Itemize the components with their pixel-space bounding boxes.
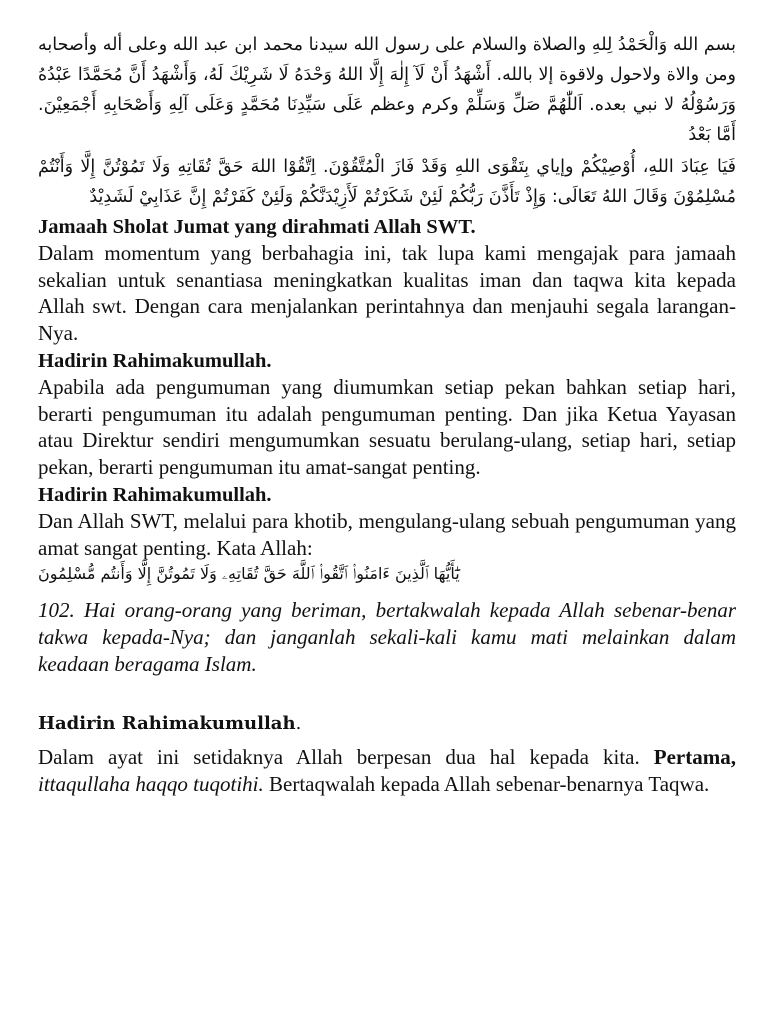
paragraph-momentum: Dalam momentum yang berbahagia ini, tak lupa kami mengajak para jamaah sekalian untuk senantiasa meningkatkan kualitas iman dan taqwa kita kepada Allah swt. Dengan cara menjalankan perintahnya dan menjauhi segala larangan-Nya. <box>38 241 736 345</box>
section-heading-hadirin-2: Hadirin Rahimakumullah. <box>38 484 272 506</box>
paragraph-kata-allah: Dan Allah SWT, melalui para khotib, mengulang-ulang sebuah pengumuman yang amat sangat penting. Kata Allah: <box>38 509 736 560</box>
spacer <box>38 678 736 712</box>
heading-dot: . <box>295 713 302 734</box>
pertama-rest: Bertaqwalah kepada Allah sebenar-benarnya Taqwa. <box>263 771 710 796</box>
pertama-italic: ittaqullaha haqqo tuqotihi. <box>38 771 264 796</box>
paragraph-pengumuman: Apabila ada pengumuman yang diumumkan setiap pekan bahkan setiap hari, berarti pengumuman itu adalah pengumuman penting. Dan jika Ketua Yayasan atau Direktur sendiri mengumumkan sesuatu berulang-ulang, setiap hari, setiap pekan, berarti pengumuman itu amat-sangat penting. <box>38 375 736 479</box>
section-heading-jamaah: Jamaah Sholat Jumat yang dirahmati Allah SWT. <box>38 216 476 238</box>
quran-verse-arabic: يَٰٓأَيُّهَا ٱلَّذِينَ ءَامَنُوا۟ ٱتَّقُوا۟ ٱللَّهَ حَقَّ تُقَاتِهِۦ وَلَا تَمُوتُنَّ إِلَّا وَأَنتُم مُّسْلِمُونَ <box>38 564 460 583</box>
document-page <box>38 30 736 1024</box>
section-heading-hadirin-1: Hadirin Rahimakumullah. <box>38 350 272 372</box>
paragraph-pesan <box>38 744 736 797</box>
opening-arabic-exhortation: فَيَا عِبَادَ اللهِ، أُوْصِيْكُمْ وإياي بِتَقْوَى اللهِ وَقَدْ فَازَ الْمُتَّقُوْنَ. اِتَّقُوْا اللهَ حَقَّ تُقَاتِهِ وَلَا تَمُوْتُنَّ إِلَّا وَأَنْتُمْ مُسْلِمُوْنَ وَقَالَ اللهُ تَعَالَى: وَإِذْ تَأَذَّنَ رَبُّكُمْ لَئِنْ شَكَرْتُمْ لَأَزِيْدَنَّكُمْ وَلَئِنْ كَفَرْتُمْ إِنَّ عَذَابِيْ لَشَدِيْدٌ <box>38 157 736 207</box>
section-heading-hadirin-3 <box>38 712 736 736</box>
verse-translation: 102. Hai orang-orang yang beriman, bertakwalah kepada Allah sebenar-benar takwa kepada-Nya; dan janganlah sekali-kali kamu mati melainkan dalam keadaan beragama Islam. <box>38 598 736 676</box>
pertama-label: Pertama, <box>653 745 736 769</box>
opening-arabic-praise: بسم الله وَالْحَمْدُ لِلهِ والصلاة والسلام على رسول الله سيدنا محمد ابن عبد الله وعلى أله وأصحابه ومن والاة ولاحول ولاقوة إلا بالله. أَشْهَدُ أَنْ لَآ إِلٰهَ إِلَّا اللهُ وَحْدَهُ لَا شَرِيْكَ لَهُ، وَأَشْهَدُ أَنَّ مُحَمَّدًا عَبْدُهُ وَرَسُوْلُهُ لا نبي بعده. اَللّٰهُمَّ صَلِّ وَسَلِّمْ وكرم وعظم عَلَى سَيِّدِنَا مُحَمَّدٍ وَعَلَى آلِهِ وَأَصْحَابِهِ أَجْمَعِيْنَ. أَمَّا بَعْدُ <box>38 35 736 145</box>
heading-text: Hadirin Rahimakumullah <box>38 713 296 734</box>
pesan-intro: Dalam ayat ini setidaknya Allah berpesan dua hal kepada kita. <box>38 745 654 769</box>
